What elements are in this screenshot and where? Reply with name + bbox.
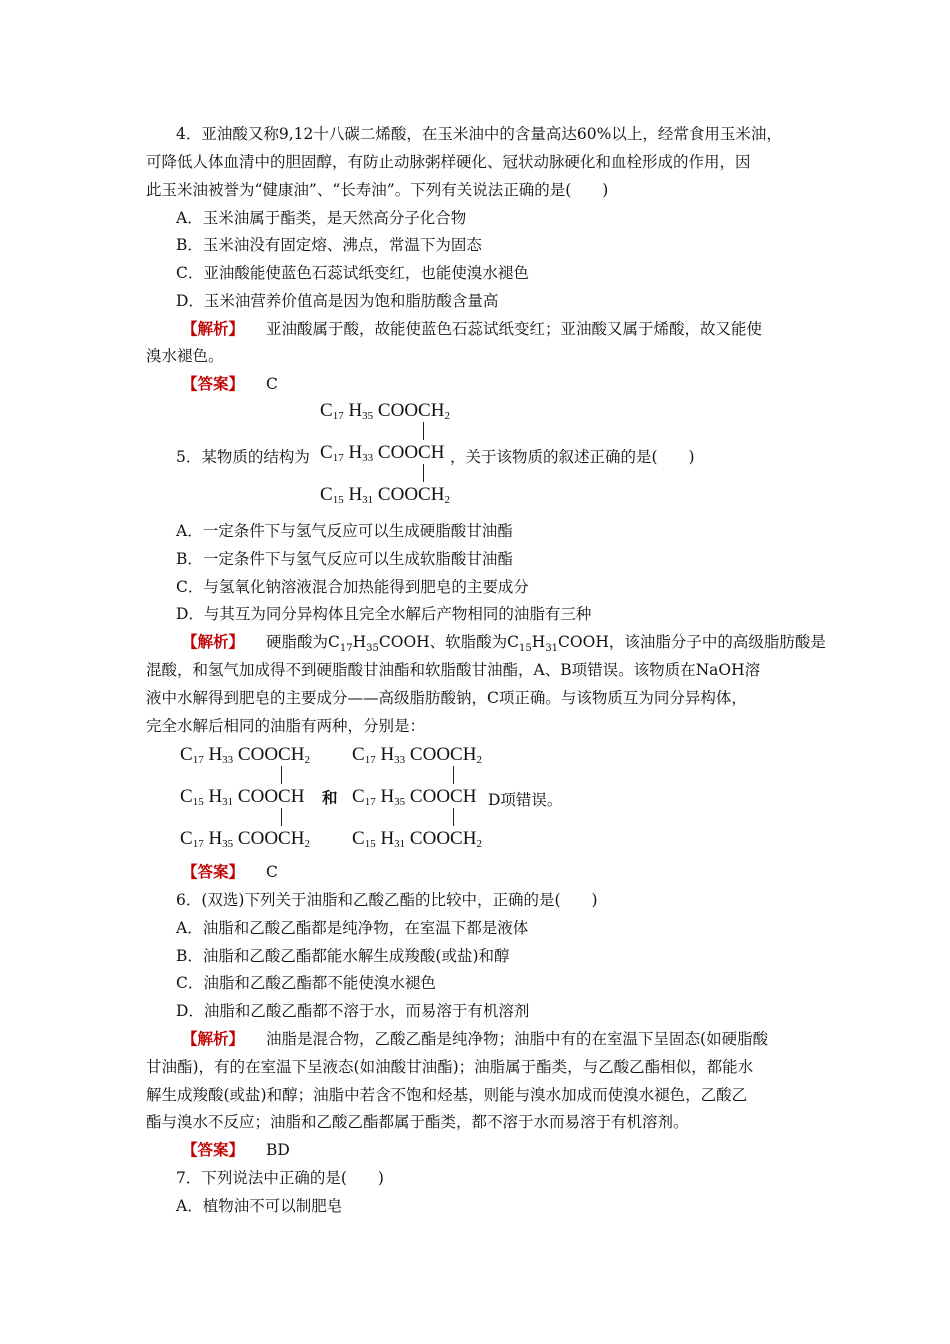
q6-option-a: A．油脂和乙酸乙酯都是纯净物，在室温下都是液体 bbox=[176, 919, 529, 937]
iso2-bond-1 bbox=[453, 766, 454, 784]
q7-stem: 7．下列说法中正确的是( ) bbox=[176, 1169, 384, 1187]
q6-option-c: C．油脂和乙酸乙酯都不能使溴水褪色 bbox=[176, 974, 436, 992]
iso1-row-3: $C_{17}$ $H_{35}$ $COOCH_2$ bbox=[180, 828, 310, 850]
q5-struct-row-3: $C_{15}$ $H_{31}$ $COOCH_2$ bbox=[320, 484, 450, 506]
q5-option-a: A．一定条件下与氢气反应可以生成硬脂酸甘油酯 bbox=[176, 522, 513, 540]
answer-label: 【答案】 bbox=[182, 1140, 245, 1159]
q5-answer bbox=[182, 862, 278, 882]
q4-stem-line-3: 此玉米油被誉为“健康油”、“长寿油”。下列有关说法正确的是( ) bbox=[146, 181, 609, 199]
iso1-bond-1 bbox=[281, 766, 282, 784]
q4-answer-value: C bbox=[266, 375, 278, 393]
iso2-row-2: $C_{17}$ $H_{35}$ COOCH bbox=[352, 786, 477, 808]
q7-option-a: A．植物油不可以制肥皂 bbox=[176, 1197, 343, 1215]
iso2-bond-2 bbox=[453, 808, 454, 826]
answer-label: 【答案】 bbox=[182, 374, 245, 393]
q6-analysis-line-4: 酯与溴水不反应；油脂和乙酸乙酯都属于酯类，都不溶于水而易溶于有机溶剂。 bbox=[146, 1113, 689, 1131]
q5-option-c: C．与氢氧化钠溶液混合加热能得到肥皂的主要成分 bbox=[176, 578, 529, 596]
q6-stem: 6．(双选)下列关于油脂和乙酸乙酯的比较中，正确的是( ) bbox=[176, 891, 598, 909]
q5-analysis-line-3: 液中水解得到肥皂的主要成分——高级脂肪酸钠，C项正确。与该物质互为同分异构体， bbox=[146, 689, 747, 707]
q5-option-b: B．一定条件下与氢气反应可以生成软脂酸甘油酯 bbox=[176, 550, 513, 568]
iso2-row-3: $C_{15}$ $H_{31}$ $COOCH_2$ bbox=[352, 828, 482, 850]
q5-struct-row-1: $C_{17}$ $H_{35}$ $COOCH_2$ bbox=[320, 400, 450, 422]
iso1-row-2: $C_{15}$ $H_{31}$ COOCH bbox=[180, 786, 305, 808]
q4-analysis-line-2: 溴水褪色。 bbox=[146, 347, 224, 365]
q5-struct-row-2: $C_{17}$ $H_{33}$ COOCH bbox=[320, 442, 445, 464]
q6-analysis-line-3: 解生成羧酸(或盐)和醇；油脂中若含不饱和烃基，则能与溴水加成而使溴水褪色，乙酸乙 bbox=[146, 1086, 748, 1104]
q6-analysis-line-2: 甘油酯)，有的在室温下呈液态(如油酸甘油酯)；油脂属于酯类，与乙酸乙酯相似，都能水 bbox=[146, 1058, 754, 1076]
q6-option-b: B．油脂和乙酸乙酯都能水解生成羧酸(或盐)和醇 bbox=[176, 947, 510, 965]
q4-option-a: A．玉米油属于酯类，是天然高分子化合物 bbox=[176, 209, 467, 227]
q6-analysis-line-1 bbox=[182, 1029, 768, 1049]
q5-stem-prefix: 5．某物质的结构为 bbox=[176, 448, 310, 466]
analysis-label: 【解析】 bbox=[182, 319, 245, 338]
and-word: 和 bbox=[322, 788, 338, 807]
q5-analysis-line-1: 【解析】 硬脂酸为$C_{17}H_{35}COOH$、软脂酸为$C_{15}H_{31}COOH$，该油脂分子中的高级脂肪酸是 bbox=[182, 632, 826, 655]
q4-analysis-line-1 bbox=[182, 319, 762, 339]
analysis-label: 【解析】 bbox=[182, 632, 245, 651]
q5-analysis-line-2: 混酸，和氢气加成得不到硬脂酸甘油酯和软脂酸甘油酯，A、B项错误。该物质在NaOH溶 bbox=[146, 661, 761, 679]
q4-option-b: B．玉米油没有固定熔、沸点，常温下为固态 bbox=[176, 236, 482, 254]
q6-analysis-text: 油脂是混合物，乙酸乙酯是纯净物；油脂中有的在室温下呈固态(如硬脂酸 bbox=[266, 1030, 769, 1048]
q5-option-d: D．与其互为同分异构体且完全水解后产物相同的油脂有三种 bbox=[176, 605, 592, 623]
iso1-row-1: $C_{17}$ $H_{33}$ $COOCH_2$ bbox=[180, 744, 310, 766]
q5-bond-1 bbox=[423, 422, 424, 440]
q6-answer-value: BD bbox=[266, 1141, 290, 1159]
q5-answer-value: C bbox=[266, 863, 278, 881]
q4-option-d: D．玉米油营养价值高是因为饱和脂肪酸含量高 bbox=[176, 292, 499, 310]
q5-bond-2 bbox=[423, 464, 424, 482]
q5-analysis-line-4: 完全水解后相同的油脂有两种，分别是： bbox=[146, 717, 426, 735]
q5-stem-suffix: ，关于该物质的叙述正确的是( ) bbox=[450, 448, 695, 466]
answer-label: 【答案】 bbox=[182, 862, 245, 881]
analysis-label: 【解析】 bbox=[182, 1029, 245, 1048]
q6-answer bbox=[182, 1140, 290, 1160]
iso1-bond-2 bbox=[281, 808, 282, 826]
q4-option-c: C．亚油酸能使蓝色石蕊试纸变红，也能使溴水褪色 bbox=[176, 264, 529, 282]
q4-analysis-text: 亚油酸属于酸，故能使蓝色石蕊试纸变红；亚油酸又属于烯酸，故又能使 bbox=[266, 320, 763, 338]
q4-answer bbox=[182, 374, 278, 394]
q6-option-d: D．油脂和乙酸乙酯都不溶于水，而易溶于有机溶剂 bbox=[176, 1002, 530, 1020]
q4-stem-line-1: 4．亚油酸又称9,12十八碳二烯酸，在玉米油中的含量高达60%以上，经常食用玉米油， bbox=[176, 125, 782, 143]
iso2-row-1: $C_{17}$ $H_{33}$ $COOCH_2$ bbox=[352, 744, 482, 766]
q5-d-wrong-text: D项错误。 bbox=[488, 791, 563, 809]
q4-stem-line-2: 可降低人体血清中的胆固醇，有防止动脉粥样硬化、冠状动脉硬化和血栓形成的作用，因 bbox=[146, 153, 751, 171]
